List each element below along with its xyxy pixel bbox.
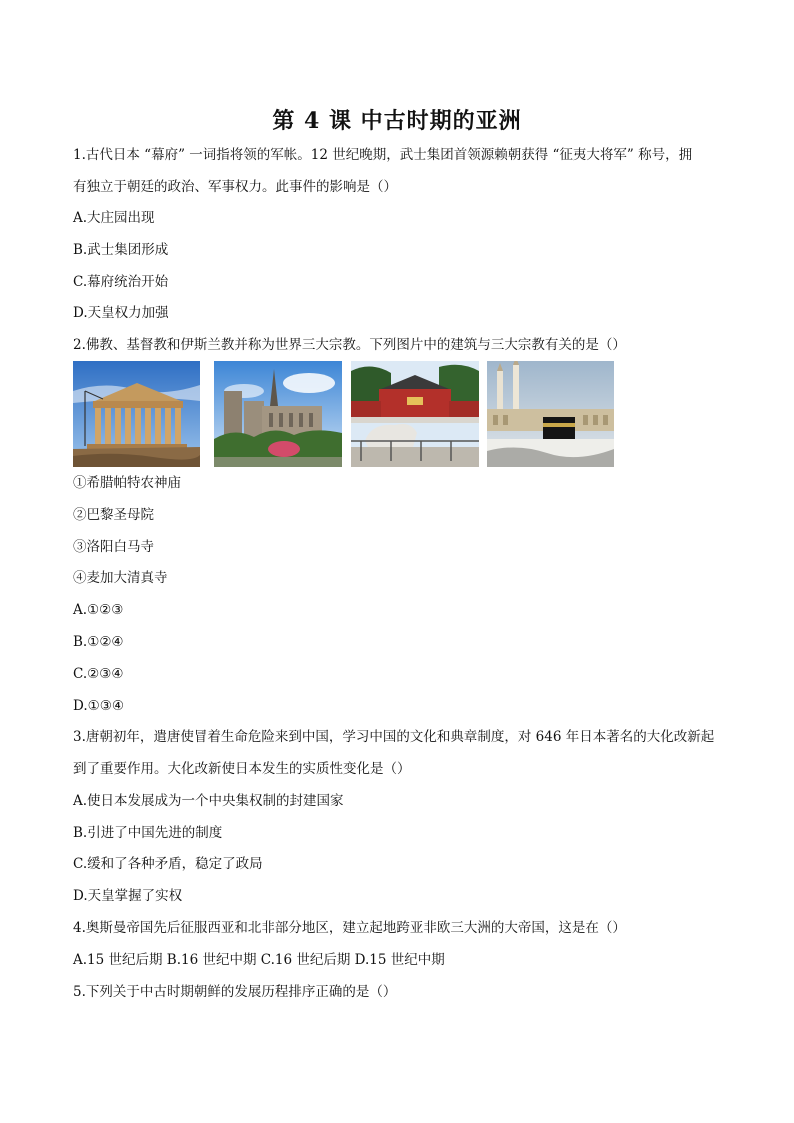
q1-option-a: A.大庄园出现 [73,210,155,226]
q1-option-c: C.幕府统治开始 [73,274,169,290]
q1-stem-line2: 有独立于朝廷的政治、军事权力。此事件的影响是（） [73,179,397,195]
q2-option-a: A.①②③ [73,602,124,618]
q1-stem-line1: 1.古代日本 “幕府” 一词指将领的军帐。12 世纪晚期，武士集团首领源赖朝获得 “征夷大将军” 称号，拥 [73,147,693,163]
mecca-mosque-photo [487,361,614,467]
q1-option-d: D.天皇权力加强 [73,305,169,321]
q2-option-d: D.①③④ [73,698,124,714]
q4-stem: 4.奥斯曼帝国先后征服西亚和北非部分地区，建立起地跨亚非欧三大洲的大帝国，这是在（） [73,920,626,936]
q3-stem-line2: 到了重要作用。大化改新使日本发生的实质性变化是（） [73,761,411,777]
q2-option-c: C.②③④ [73,666,124,682]
parthenon-photo [73,361,200,467]
q2-stem: 2.佛教、基督教和伊斯兰教并称为世界三大宗教。下列图片中的建筑与三大宗教有关的是（） [73,337,626,353]
q3-option-b: B.引进了中国先进的制度 [73,825,223,841]
q3-option-c: C.缓和了各种矛盾，稳定了政局 [73,856,263,872]
q2-item-4: ④麦加大清真寺 [73,570,168,586]
q5-stem: 5.下列关于中古时期朝鲜的发展历程排序正确的是（） [73,984,397,1000]
q2-item-1: ①希腊帕特农神庙 [73,475,181,491]
q3-stem-line1: 3.唐朝初年，遣唐使冒着生命危险来到中国，学习中国的文化和典章制度，对 646 年日本著名的大化改新起 [73,729,715,745]
q2-item-2: ②巴黎圣母院 [73,507,154,523]
q2-item-3: ③洛阳白马寺 [73,539,154,555]
white-horse-temple-photo [351,361,479,467]
q1-option-b: B.武士集团形成 [73,242,169,258]
page-title: 第 4 课 中古时期的亚洲 [272,108,522,134]
q3-option-a: A.使日本发展成为一个中央集权制的封建国家 [73,793,344,809]
q3-option-d: D.天皇掌握了实权 [73,888,183,904]
q4-options: A.15 世纪后期 B.16 世纪中期 C.16 世纪后期 D.15 世纪中期 [73,952,445,968]
q2-photo-row [73,361,614,467]
q2-option-b: B.①②④ [73,634,124,650]
notre-dame-photo [214,361,342,467]
